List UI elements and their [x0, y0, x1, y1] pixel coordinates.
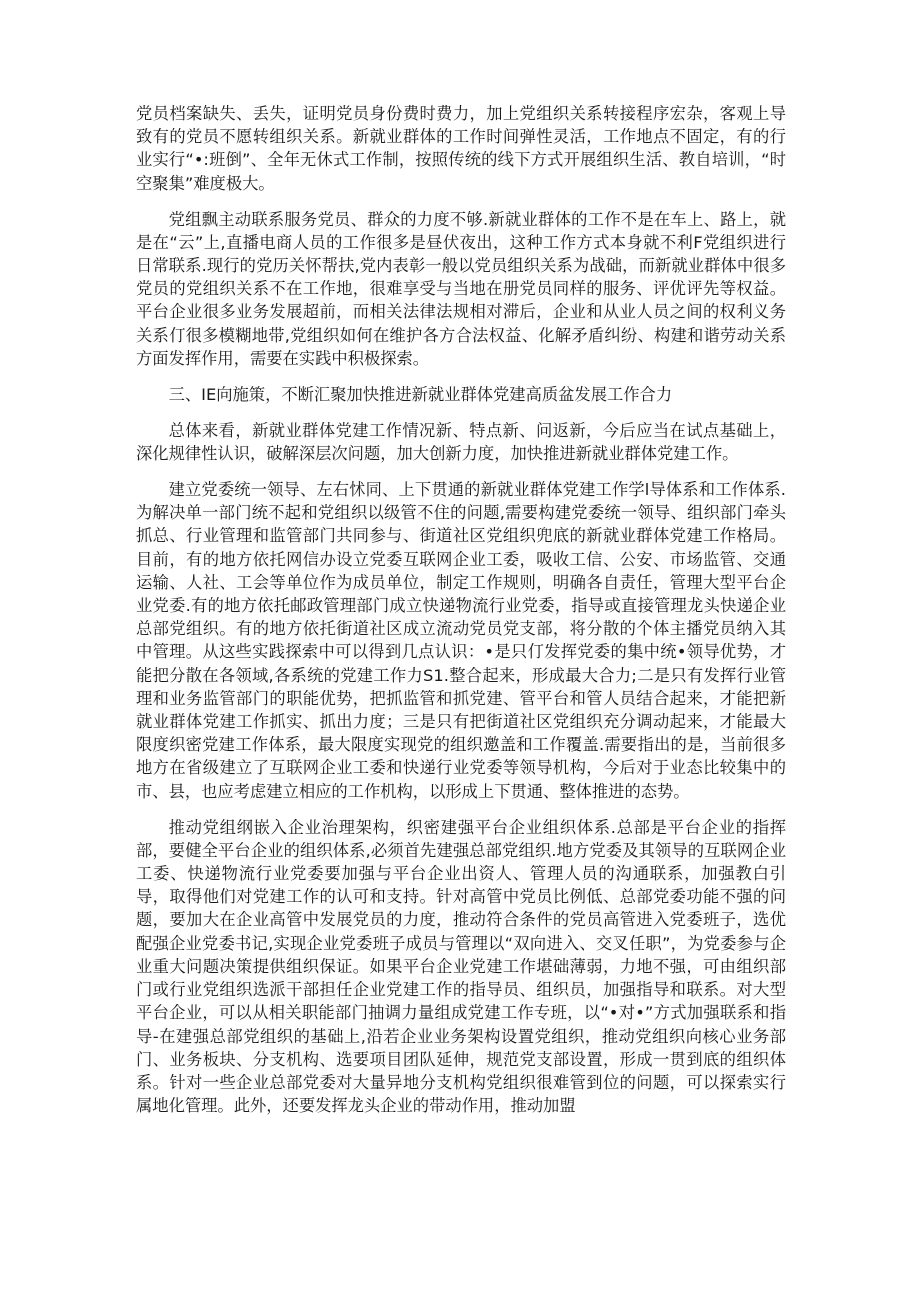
body-paragraph: 推动党组纲嵌入企业治理架构，织密建强平台企业组织体系.总部是平台企业的指挥部，要健全平台企业的组织体系,必须首先建强总部党组织.地方党委及其领导的互联网企业工委、快递物流行业党委要加强与平台企业出资人、管理人员的沟通联系，加强教白引导，取得他们对党建工作的认可和支持。针对高管中党员比例低、总部党委功能不强的问题，要加大在企业高管中发展党员的力度，推动符合条件的党员高管进入党委班子，选优配强企业党委书记,实现企业党委班子成员与管理以“双向进入、交叉任职”，为党委参与企业重大问题决策提供组织保证。如果平台企业党建工作堪础薄弱，力地不强，可由组织部门或行业党组织选派干部担任企业党建工作的指导员、组织员，加强指导和联系。对大型平台企业，可以从相关职能部门抽调力量组成党建工作专班，以“•对•”方式加强联系和指导-在建强总部党组织的基础上,沿若企业业务架构设置党组织，推动党组织向核心业务部门、业务板块、分支机构、选要项目团队延伸，规范党支部设置，形成一贯到底的组织体系。针对一些企业总部党委对大量异地分支机构党组织很难管到位的问题，可以探索实行属地化管理。此外，还要发挥龙头企业的带动作用，推动加盟 — [136, 817, 786, 1116]
section-heading: 三、IE向施策，不断汇聚加快推进新就业群体党建高质盆发展工作合力 — [168, 384, 673, 404]
document-body — [136, 102, 786, 1130]
body-paragraph: 总体来看，新就业群体党建工作情况新、特点新、问返新，今后应当在试点基础上，深化规律性认识，破解深层次问题，加大创新力度，加快推进新就业群体党建工作。 — [136, 420, 786, 464]
body-paragraph: 党组飘主动联系服务党员、群众的力度不够.新就业群体的工作不是在车上、路上，就是在“云”上,直播电商人员的工作很多是昼伏夜出，这种工作方式本身就不利F党组织进行日常联系.现行的党历关怀帮扶,党内表彰一般以党员组织关系为战础，而新就业群体中很多党员的党组织关系不在工作地，很难享受与当地在册党员同样的服务、评优评先等权益。平台企业很多业务发展超前，而相关法律法规相对滞后，企业和从业人员之间的权利义务关系仃很多模糊地带,党组织如何在维护各方合法权益、化解矛盾纠纷、构建和谐劳动关系方面发挥作用，需要在实践中积极探索。 — [136, 209, 786, 368]
body-paragraph: 建立党委统一领导、左右怵同、上下贯通的新就业群体党建工作学l导体系和工作体系.为解决单一部门统不起和党组织以级管不住的问题,需要构建党委统一领导、组织部门牵头抓总、行业管理和监管部门共同参与、街道社区党组织兜底的新就业群体党建工作格局。目前，有的地方依托网信办设立党委互联网企业工委，吸收工信、公安、市场监管、交通运输、人社、工会等单位作为成员单位，制定工作规则，明确各自责任，管理大型平台企业党委.有的地方依托邮政管理部门成立快递物流行业党委，指导或直接管理龙头快递企业总部党组织。有的地方依托街道社区成立流动党员党支部，将分散的个体主播党员纳入其中管理。从这些实践探索中可以得到几点认识：•是只仃发挥党委的集中统•领导优势，才能把分散在各领域,各系统的党建工作力S1.整合起来，形成最大合力;二是只有发挥行业管理和业务监管部门的职能优势，把抓监管和抓党建、管平台和管人员结合起来，才能把新就业群体党建工作抓实、抓出力度；三是只有把街道社区党组织充分调动起来，才能最大限度织密党建工作体系，最大限度实现党的组织邀盖和工作覆盖.需要指出的是，当前很多地方在省级建立了互联网企业工委和快递行业党委等领导机构，今后对于业态比较集中的市、县，也应考虑建立相应的工作机构，以形成上下贯通、整体推进的态势。 — [136, 480, 786, 801]
body-paragraph: 党员档案缺失、丢失，证明党员身份费时费力，加上党组织关系转接程序宏杂，客观上导致有的党员不愿转组织关系。新就业群体的工作时间弹性灵活，工作地点不固定，有的行业实行“•:班倒”、全年无休式工作制，按照传统的线下方式开展组织生活、教自培训，“时空聚集”难度极大。 — [136, 104, 786, 193]
